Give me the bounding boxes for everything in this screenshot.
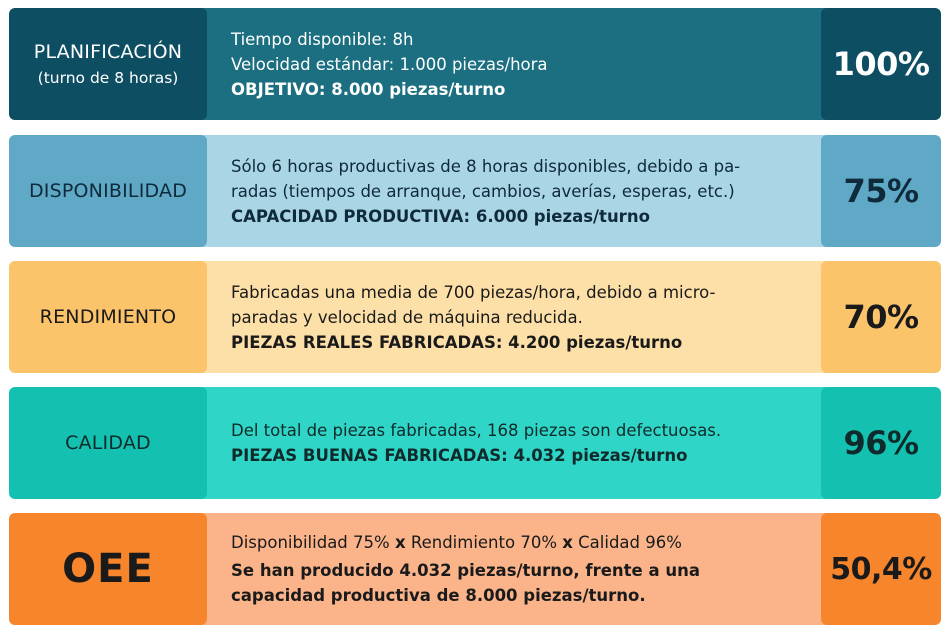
oee-formula-disponibilidad: Disponibilidad 75% (231, 533, 390, 552)
disponibilidad-line-2: radas (tiempos de arranque, cambios, averías, esperas, etc.) (231, 181, 735, 201)
rendimiento-real-pieces: PIEZAS REALES FABRICADAS: 4.200 piezas/turno (231, 332, 683, 352)
planificacion-line-1: Tiempo disponible: 8h (231, 29, 414, 49)
disponibilidad-percent: 75% (843, 172, 919, 210)
calidad-line-1: Del total de piezas fabricadas, 168 piezas son defectuosas. (231, 421, 722, 440)
oee-label-box (9, 513, 207, 625)
calidad-desc-box (201, 387, 841, 499)
rendimiento-label-box (9, 261, 207, 373)
oee-result-line-1: Se han producido 4.032 piezas/turno, frente a una (231, 561, 700, 580)
rendimiento-label: RENDIMIENTO (39, 306, 177, 328)
planificacion-sublabel: (turno de 8 horas) (37, 69, 179, 87)
calidad-label-box (9, 387, 207, 499)
oee-formula-multiply-1: x (394, 533, 406, 552)
oee-formula-calidad: Calidad 96% (578, 533, 682, 552)
rendimiento-line-2: paradas y velocidad de máquina reducida. (231, 307, 583, 327)
row-calidad (9, 387, 941, 499)
rendimiento-percent-box (821, 261, 941, 373)
oee-percent-box (821, 513, 941, 625)
disponibilidad-desc-box (201, 135, 841, 247)
oee-label: OEE (62, 546, 154, 592)
row-disponibilidad (9, 135, 941, 247)
planificacion-percent: 100% (832, 45, 930, 83)
calidad-good-pieces: PIEZAS BUENAS FABRICADAS: 4.032 piezas/turno (231, 446, 688, 465)
oee-formula (231, 530, 700, 555)
oee-desc-box (201, 513, 841, 625)
planificacion-label: PLANIFICACIÓN (33, 41, 183, 63)
planificacion-objective: OBJETIVO: 8.000 piezas/turno (231, 79, 506, 99)
disponibilidad-capacity: CAPACIDAD PRODUCTIVA: 6.000 piezas/turno (231, 206, 650, 226)
oee-percent: 50,4% (830, 551, 932, 587)
row-planificacion (9, 8, 941, 120)
disponibilidad-label-box (9, 135, 207, 247)
oee-formula-multiply-2: x (562, 533, 573, 552)
disponibilidad-percent-box (821, 135, 941, 247)
disponibilidad-label: DISPONIBILIDAD (28, 180, 188, 202)
disponibilidad-line-1: Sólo 6 horas productivas de 8 horas disponibles, debido a pa- (231, 156, 741, 176)
row-oee (9, 513, 941, 625)
calidad-label: CALIDAD (65, 432, 151, 454)
planificacion-label-box (9, 8, 207, 120)
rendimiento-percent: 70% (843, 298, 919, 336)
row-rendimiento (9, 261, 941, 373)
planificacion-desc-box (201, 8, 841, 120)
rendimiento-line-1: Fabricadas una media de 700 piezas/hora, debido a micro- (231, 282, 716, 302)
oee-result-line-2: capacidad productiva de 8.000 piezas/turno. (231, 586, 646, 605)
planificacion-line-2: Velocidad estándar: 1.000 piezas/hora (231, 54, 548, 74)
rendimiento-desc-box (201, 261, 841, 373)
oee-formula-rendimiento: Rendimiento 70% (410, 533, 557, 552)
calidad-percent: 96% (843, 424, 919, 462)
planificacion-percent-box (821, 8, 941, 120)
calidad-percent-box (821, 387, 941, 499)
